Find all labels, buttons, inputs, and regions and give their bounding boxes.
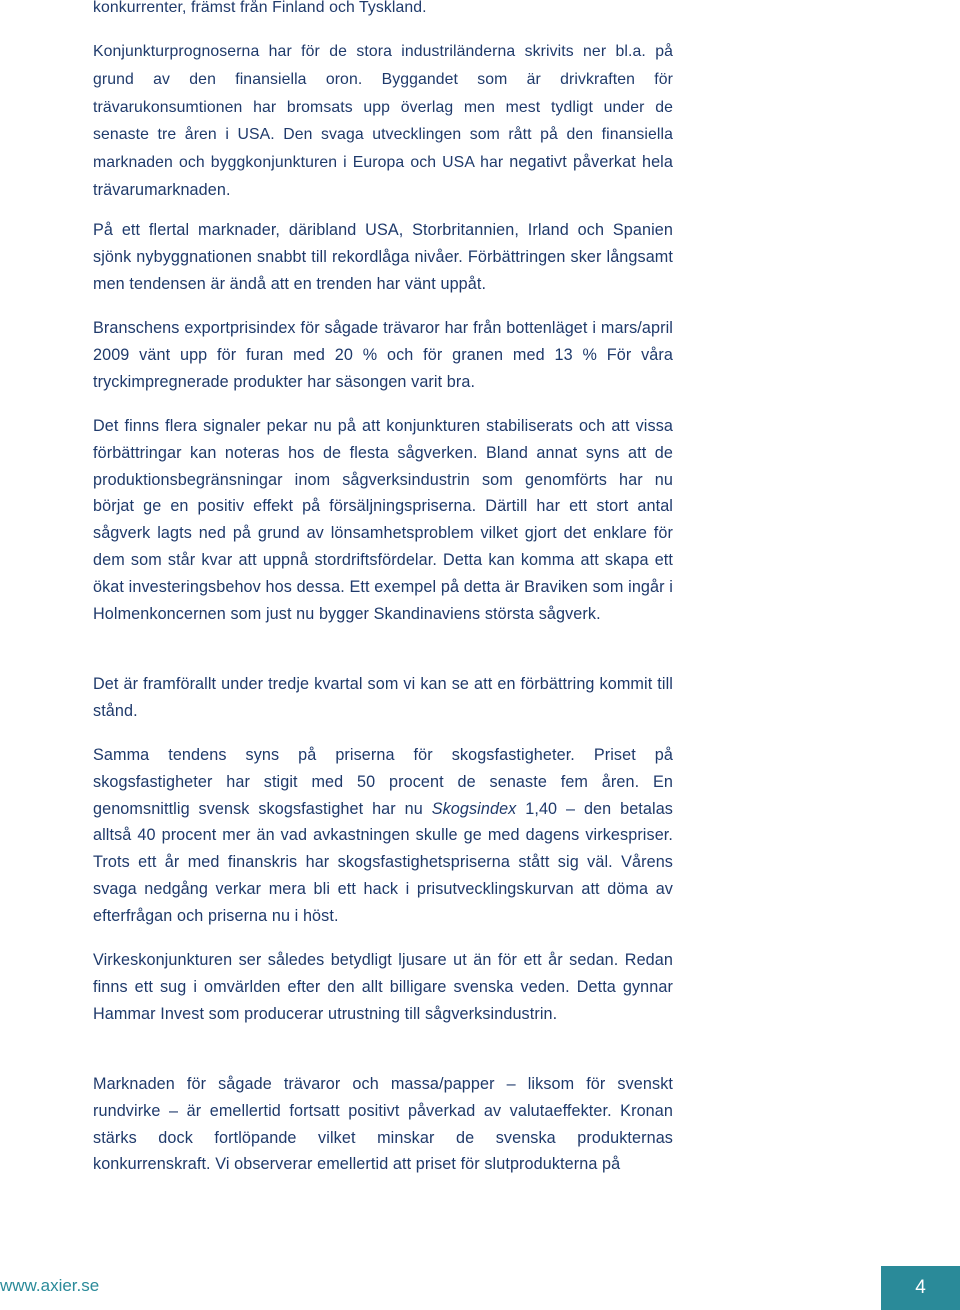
paragraph-third-quarter: Det är framförallt under tredje kvartal som vi kan se att en förbättring kommit till stånd. (93, 675, 673, 720)
paragraph-forest-emphasis: Skogsindex (431, 799, 517, 818)
paragraph-currency-effects: Marknaden för sågade trävaror och massa/papper – liksom för svenskt rundvirke – är emellertid fortsatt positivt påverkad av valutaeffekter. Kronan stärks dock fortlöpande vilket minskar de svenska produkternas konkurrenskraft. Vi observerar emellertid att priset för slutprodukterna på (93, 1075, 673, 1174)
footer-website-link[interactable]: www.axier.se (0, 1276, 100, 1295)
paragraph-export-index: Branschens exportprisindex för sågade trävaror har från bottenläget i mars/april 2009 vänt upp för furan med 20 % och för granen med 13 % För våra tryckimpregnerade produkter har säsongen varit bra. (93, 319, 673, 391)
paragraph-forecasts-part2: negativt påverkat hela trävarumarknaden. (93, 153, 673, 199)
paragraph-forest-part1: Samma tendens syns på priserna för skogsfastigheter. Priset på skogsfastigheter har stigit med 50 procent de senaste fem åren. En genomsnittlig svensk skogsfastighet har nu (93, 746, 673, 818)
paragraph-forecasts (93, 38, 673, 204)
page-number-badge (881, 1266, 960, 1310)
paragraph-markets-part2: Förbättringen sker långsamt men tendensen är ändå att en trenden har vänt uppåt. (93, 247, 673, 293)
paragraph-markets-part1: På ett flertal marknader, däribland USA, Storbritannien, Irland och Spanien sjönk nybyggnationen snabbt till rekordlåga nivåer. (93, 221, 673, 266)
paragraph-forecasts-part1: Konjunkturprognoserna har för de stora industriländerna skrivits ner bl.a. på grund av den finansiella oron. Byggandet som är drivkraften för trävarukonsumtionen har bromsats upp överlag men mest tydligt under de senaste tre åren i USA. Den svaga utvecklingen som rått på den finansiella marknaden och byggkonjunkturen i Europa och USA har (93, 43, 673, 172)
paragraph-forest-properties (93, 742, 673, 930)
paragraph-intro-tail: konkurrenter, främst från Finland och Tyskland. (93, 0, 427, 16)
paragraph-markets (93, 217, 673, 297)
paragraph-signals: Det finns flera signaler pekar nu på att konjunkturen stabiliserats och att vissa förbättringar kan noteras hos de flesta sågverken. Bland annat syns att de produktionsbegränsningar inom sågverksindustrin som genomförts har nu börjat ge en positiv effekt på försäljningspriserna. Därtill har ett stort antal sågverk lagts ned på grund av lönsamhetsproblem vilket gjort det enklare för dem som står kvar att uppnå stordriftsfördelar. Detta kan komma att skapa ett ökat investeringsbehov hos dessa. Ett exempel på detta är Braviken som ingår i Holmenkoncernen som just nu bygger Skandinaviens största sågverk. (93, 417, 673, 623)
paragraph-timber-outlook: Virkeskonjunkturen ser således betydligt ljusare ut än för ett år sedan. Redan finns ett sug i omvärlden efter den allt billigare svenska veden. Detta gynnar Hammar Invest som producerar utrustning till sågverksindustrin. (93, 951, 673, 1023)
page-number: 4 (915, 1277, 926, 1298)
paragraph-forest-part2: 1,40 – den betalas alltså 40 procent mer än vad avkastningen skulle ge med dagens virkespriser. Trots ett år med finanskris har skogsfastighetspriserna stått sig väl. Vårens svaga nedgång verkar mera bli ett hack i prisutvecklingskurvan att döma av efterfrågan och priserna nu i höst. (93, 799, 673, 925)
